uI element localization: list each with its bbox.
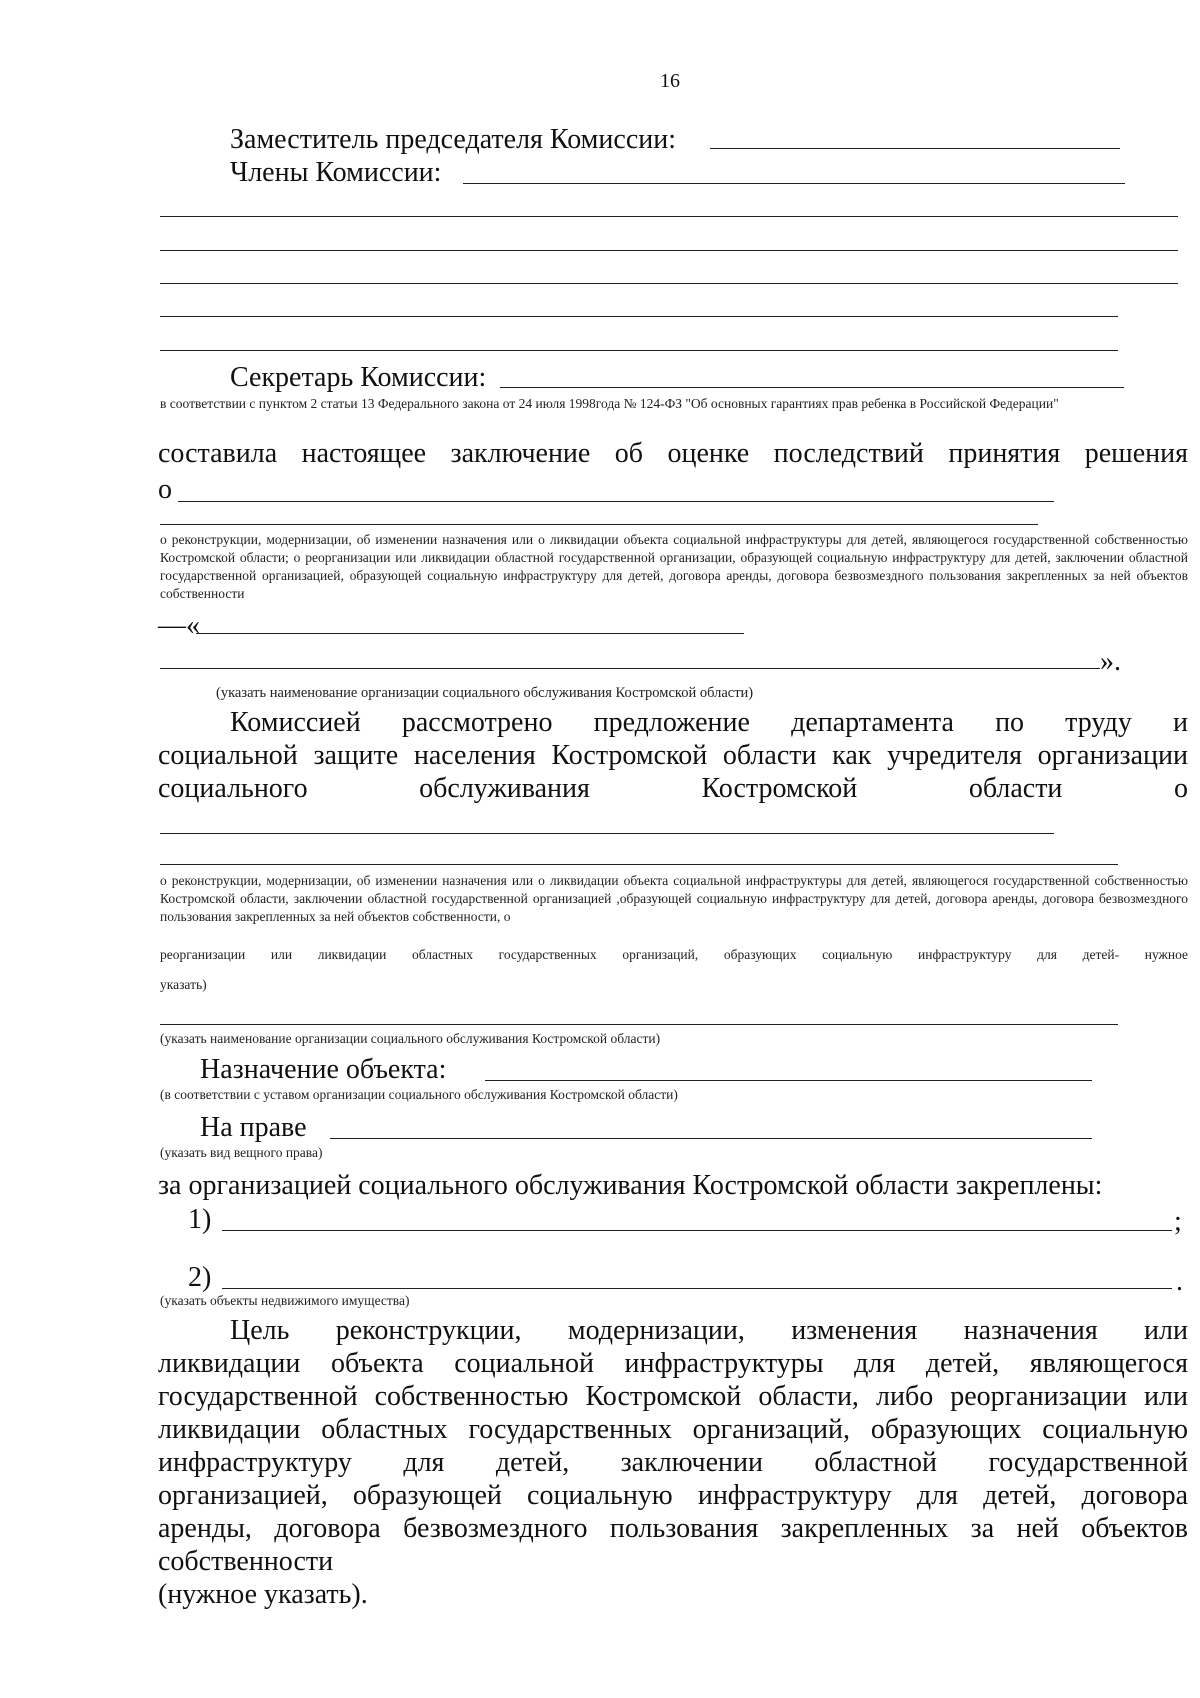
goal-line-2: ликвидации объекта социальной инфраструктуры для детей, являющегося — [158, 1348, 1188, 1379]
commission-line-1: Комиссией рассмотрено предложение департамента по труду и — [230, 707, 1188, 738]
goal-line-5: инфраструктуру для детей, заключении областной государственной — [158, 1447, 1188, 1478]
purpose-hint: (в соответствии с уставом организации социального обслуживания Костромской области) — [160, 1087, 678, 1102]
right-hint: (указать вид вещного права) — [160, 1145, 323, 1160]
members-field[interactable] — [463, 183, 1125, 184]
deputy-chair-label: Заместитель председателя Комиссии: — [230, 124, 676, 155]
org-name-hint-1: (указать наименование организации социального обслуживания Костромской области) — [216, 685, 754, 701]
members-line-2[interactable] — [160, 250, 1178, 251]
purpose-label: Назначение объекта: — [200, 1054, 447, 1085]
goal-line-8: собственности — [158, 1546, 334, 1577]
commission-line-3: социального обслуживания Костромской области о — [158, 773, 1188, 804]
right-label: На праве — [200, 1112, 307, 1143]
closing-quote: ». — [1100, 646, 1121, 677]
decision-note-3: реорганизации или ликвидации областных государственных организаций, образующих социальную инфраструктуру для детей- нужное — [160, 947, 1188, 962]
members-label: Члены Комиссии: — [230, 157, 442, 188]
property-hint: (указать объекты недвижимого имущества) — [160, 1293, 410, 1308]
commission-line-2: социальной защите населения Костромской области как учредителя организации — [158, 740, 1188, 771]
decision-field-1[interactable] — [178, 501, 1054, 502]
proposal-field-2[interactable] — [160, 864, 1118, 865]
assigned-text: за организацией социального обслуживания Костромской области закреплены: — [158, 1170, 1103, 1201]
goal-line-7: аренды, договора безвозмездного пользования закрепленных за ней объектов — [158, 1513, 1188, 1544]
composed-text: составила настоящее заключение об оценке последствий принятия решения — [158, 438, 1188, 469]
goal-line-6: организацией, образующей социальную инфраструктуру для детей, договора — [158, 1480, 1188, 1511]
item-2-label: 2) — [188, 1262, 212, 1293]
decision-note-4: указать) — [160, 977, 207, 992]
members-line-5[interactable] — [160, 350, 1118, 351]
decision-note-2: о реконструкции, модернизации, об изменении назначения или о ликвидации объекта социальной инфраструктуры для детей, являющегося государственной собственностью Костромской области, заключении областной государственной организацией ,образующей социальную инфраструктуру для детей, договора аренды, договора безвозмездного пользования закрепленных за ней объектов собственности, о — [160, 873, 1188, 924]
goal-line-4: ликвидации областных государственных организаций, образующих социальную — [158, 1414, 1188, 1445]
decision-field-2[interactable] — [160, 524, 1038, 525]
proposal-field-1[interactable] — [160, 833, 1054, 834]
item-2-end: . — [1176, 1266, 1183, 1297]
secretary-field[interactable] — [500, 387, 1124, 388]
deputy-chair-field[interactable] — [710, 148, 1120, 149]
goal-line-9: (нужное указать). — [158, 1579, 368, 1610]
commission-paragraph — [158, 706, 1188, 805]
secretary-label: Секретарь Комиссии: — [230, 362, 487, 393]
goal-line-1: Цель реконструкции, модернизации, изменения назначения или — [230, 1315, 1188, 1346]
item-1-field[interactable] — [222, 1230, 1172, 1231]
item-1-label: 1) — [188, 1204, 212, 1235]
page-number: 16 — [660, 70, 680, 92]
purpose-field[interactable] — [485, 1080, 1092, 1081]
org-name-field-3[interactable] — [160, 1024, 1118, 1025]
goal-line-3: государственной собственностью Костромской области, либо реорганизации или — [158, 1381, 1188, 1412]
org-name-field-1[interactable] — [196, 633, 744, 634]
members-line-3[interactable] — [160, 283, 1178, 284]
right-field[interactable] — [330, 1138, 1092, 1139]
decision-note-1: о реконструкции, модернизации, об изменении назначения или о ликвидации объекта социальной инфраструктуры для детей, являющегося государственной собственностью Костромской области; о реорганизации или ликвидации областной государственной организации, образующей социальную инфраструктуру для детей, заключении областной государственной организацией, образующей социальную инфраструктуру для детей, договора аренды, договора безвозмездного пользования закрепленных за ней объектов собственности — [160, 532, 1188, 601]
org-name-hint-2: (указать наименование организации социального обслуживания Костромской области) — [160, 1031, 661, 1046]
members-line-4[interactable] — [160, 316, 1118, 317]
basis-note: в соответствии с пунктом 2 статьи 13 Федерального закона от 24 июля 1998года № 124-ФЗ "Об основных гарантиях прав ребенка в Российской Федерации" — [160, 396, 1059, 411]
item-1-end: ; — [1174, 1206, 1182, 1237]
o-letter: о — [158, 474, 172, 505]
item-2-field[interactable] — [222, 1288, 1172, 1289]
goal-paragraph — [158, 1314, 1188, 1611]
org-name-field-2[interactable] — [160, 668, 1100, 669]
members-line-1[interactable] — [160, 216, 1178, 217]
dash-quote: —« — [158, 610, 200, 641]
